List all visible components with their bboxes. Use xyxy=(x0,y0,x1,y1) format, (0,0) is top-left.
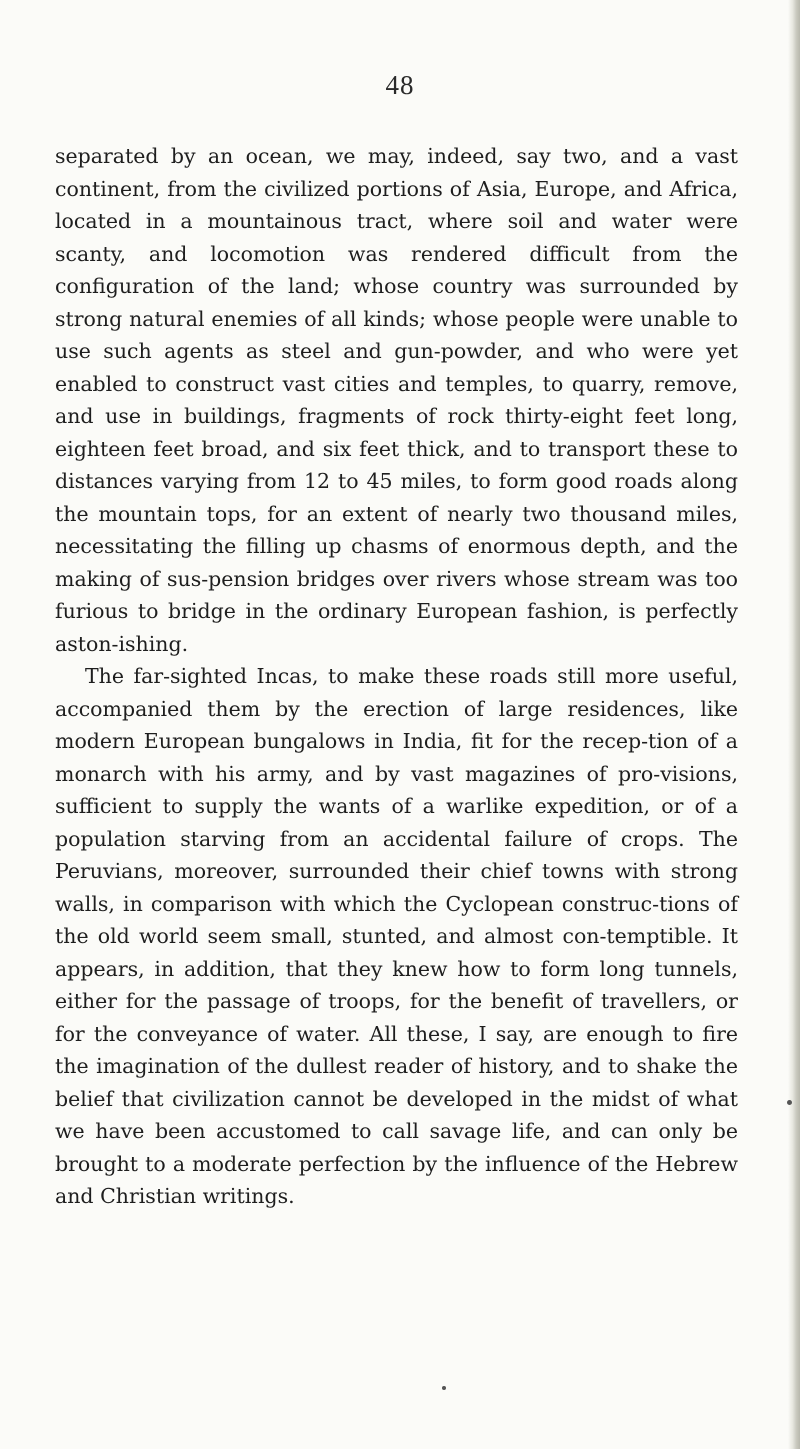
scan-speck xyxy=(787,1100,792,1105)
paragraph-2: The far-sighted Incas, to make these roads still more useful, accompanied them by the erection of large residences, like modern European bungalows in India, fit for the recep-tion of a monarch with his army, and by vast magazines of pro-visions, sufficient to supply the wants of a warlike expedition, or of a population starving from an accidental failure of crops. The Peruvians, moreover, surrounded their chief towns with strong walls, in comparison with which the Cyclopean construc-tions of the old world seem small, stunted, and almost con-temptible. It appears, in addition, that they knew how to form long tunnels, either for the passage of troops, for the benefit of travellers, or for the conveyance of water. All these, I say, are enough to fire the imagination of the dullest reader of history, and to shake the belief that civilization cannot be developed in the midst of what we have been accustomed to call savage life, and can only be brought to a moderate perfection by the influence of the Hebrew and Christian writings. xyxy=(55,664,738,1208)
body-text xyxy=(55,140,738,1213)
scan-speck xyxy=(442,1386,446,1390)
scan-edge-shadow xyxy=(788,0,800,1449)
page-number: 48 xyxy=(385,70,415,100)
paragraph-1: separated by an ocean, we may, indeed, say two, and a vast continent, from the civilized portions of Asia, Europe, and Africa, located in a mountainous tract, where soil and water were scanty, and locomotion was rendered difficult from the configuration of the land; whose country was surrounded by strong natural enemies of all kinds; whose people were unable to use such agents as steel and gun-powder, and who were yet enabled to construct vast cities and temples, to quarry, remove, and use in buildings, fragments of rock thirty-eight feet long, eighteen feet broad, and six feet thick, and to transport these to distances varying from 12 to 45 miles, to form good roads along the mountain tops, for an extent of nearly two thousand miles, necessitating the filling up chasms of enormous depth, and the making of sus-pension bridges over rivers whose stream was too furious to bridge in the ordinary European fashion, is perfectly aston-ishing. xyxy=(55,144,738,656)
